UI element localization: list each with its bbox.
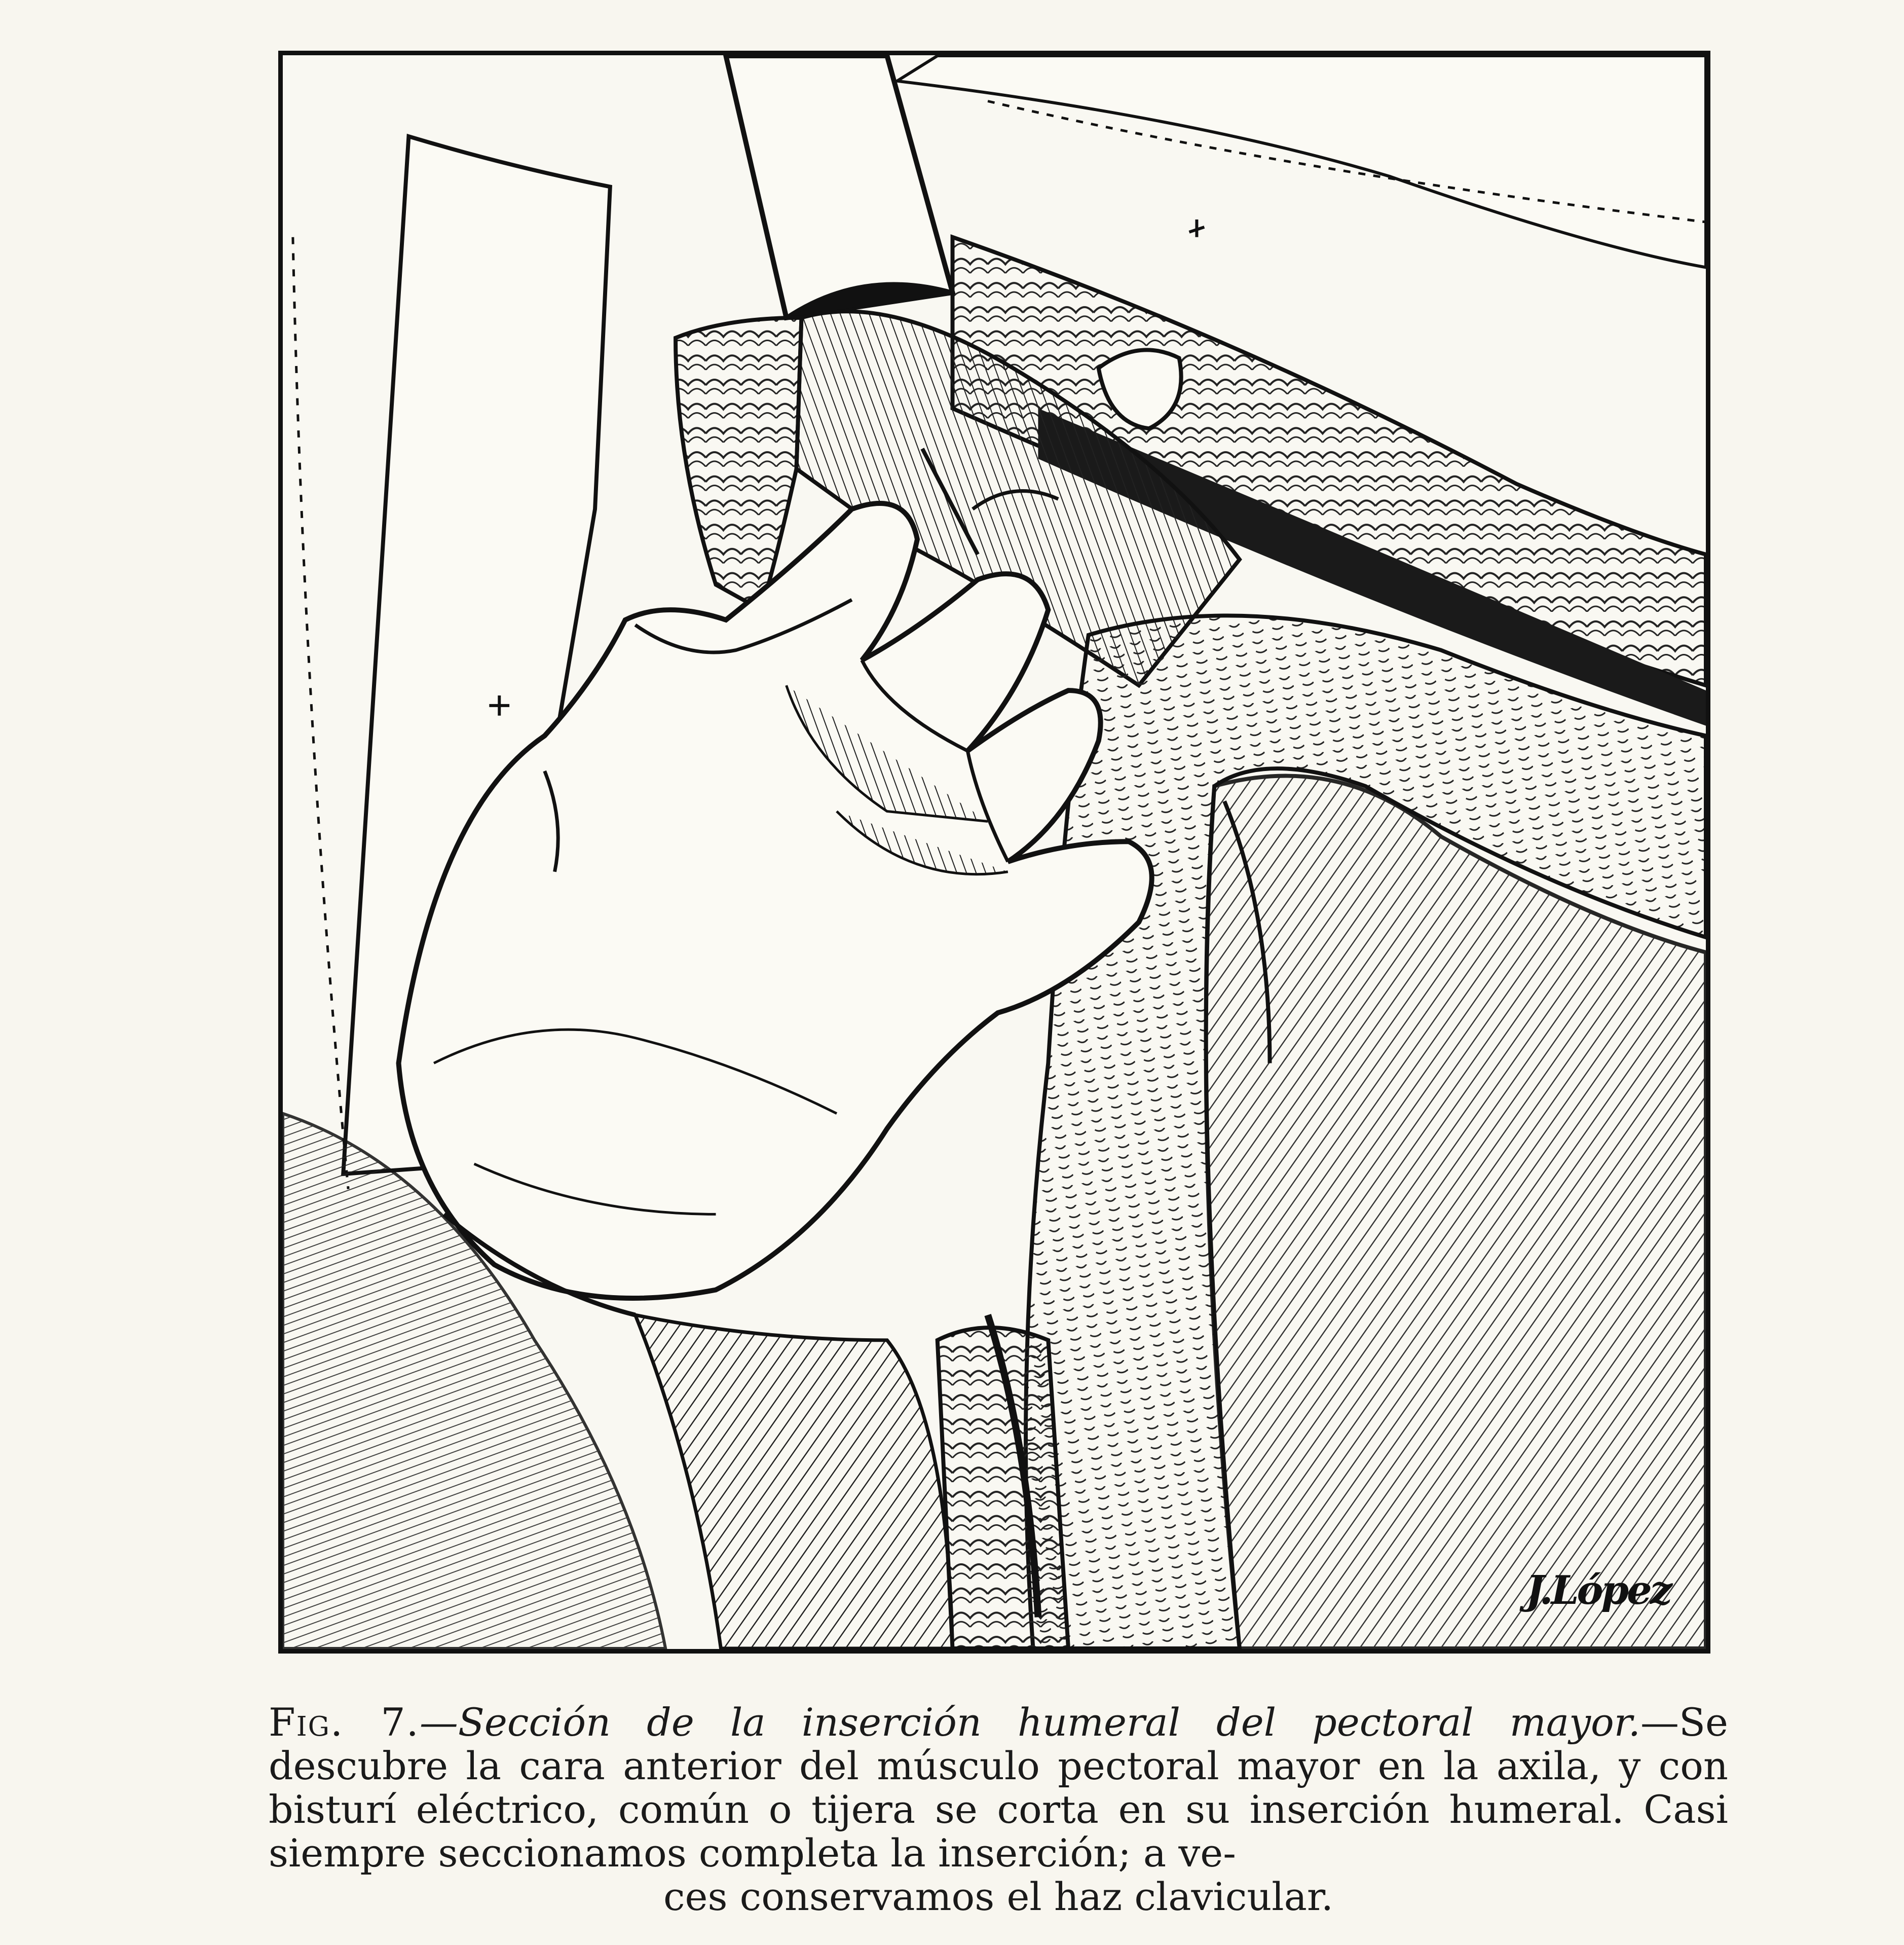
surgical-illustration	[278, 51, 1710, 1654]
artist-signature: J.López	[1525, 1567, 1670, 1613]
figure-title: —Sección de la inserción humeral del pectoral mayor.	[419, 1700, 1640, 1745]
illustration-drawing	[283, 55, 1706, 1649]
wound-left-wall	[676, 318, 801, 610]
caption-last-line: ces conservamos el haz clavicular.	[663, 1874, 1334, 1919]
caption-body: —Se descubre la cara anterior del músculo pectoral mayor en la axila, y con bisturí eléctrico, común o tijera se corta en su inserción humeral. Casi siempre seccionamos completa la inserción; a ve-	[269, 1700, 1728, 1876]
lower-fatty-tissue	[938, 1315, 1068, 1648]
drape-top-right	[897, 56, 1706, 267]
retractor-blade	[726, 56, 952, 318]
figure-label: Fig. 7.	[269, 1700, 420, 1745]
figure-caption	[269, 1701, 1728, 1919]
